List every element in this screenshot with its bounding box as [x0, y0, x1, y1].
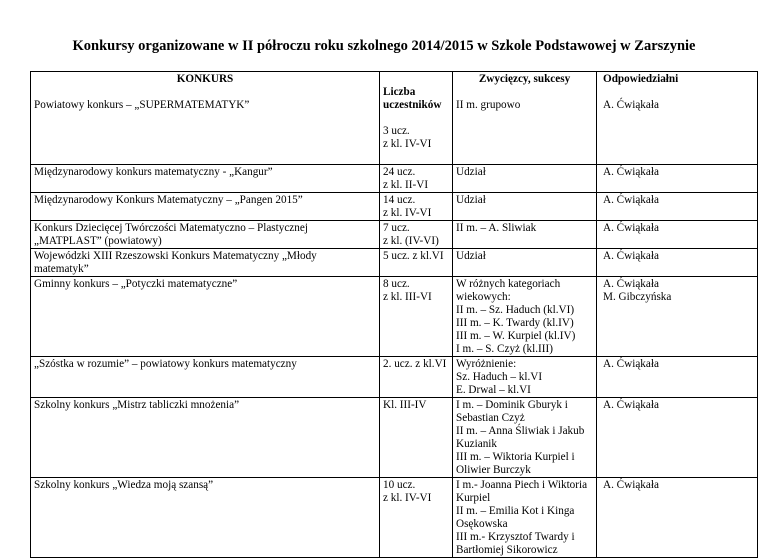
cell-konkurs: Międzynarodowy konkurs matematyczny - „Kangur”: [31, 165, 380, 193]
table-row: [31, 249, 758, 277]
cell-liczba: 8 ucz. z kl. III-VI: [380, 277, 453, 357]
cell-odp: A. Ćwiąkała: [597, 478, 758, 558]
header-zwyciezcy: [453, 72, 597, 165]
header-konkurs-label: KONKURS: [176, 73, 234, 85]
cell-konkurs: Szkolny konkurs „Wiedza moją szansą”: [31, 478, 380, 558]
first-row-zwyciezcy: II m. grupowo: [456, 99, 521, 111]
table-row: [31, 357, 758, 398]
cell-odp: A. Ćwiąkała: [597, 165, 758, 193]
header-konkurs-first-entry: Powiatowy konkurs – „SUPERMATEMATYK”: [34, 99, 250, 111]
table-row: [31, 193, 758, 221]
cell-konkurs: Gminny konkurs – „Potyczki matematyczne”: [31, 277, 380, 357]
header-liczba: [380, 72, 453, 165]
cell-odp: A. Ćwiąkała: [597, 193, 758, 221]
cell-liczba: 24 ucz. z kl. II-VI: [380, 165, 453, 193]
cell-zwyciezcy: Udział: [453, 193, 597, 221]
cell-odp: A. Ćwiąkała: [597, 249, 758, 277]
table-row: [31, 165, 758, 193]
cell-konkurs: Szkolny konkurs „Mistrz tabliczki mnożenia”: [31, 398, 380, 478]
cell-zwyciezcy: Udział: [453, 165, 597, 193]
cell-liczba: 7 ucz. z kl. (IV-VI): [380, 221, 453, 249]
cell-konkurs: Wojewódzki XIII Rzeszowski Konkurs Matematyczny „Młody matematyk”: [31, 249, 380, 277]
cell-zwyciezcy: Wyróżnienie: Sz. Haduch – kl.VI E. Drwal – kl.VI: [453, 357, 597, 398]
table-header-row: [31, 72, 758, 165]
cell-liczba: 14 ucz. z kl. IV-VI: [380, 193, 453, 221]
cell-odp: A. Ćwiąkała M. Gibczyńska: [597, 277, 758, 357]
first-row-liczba: 3 ucz. z kl. IV-VI: [383, 125, 432, 150]
header-odpowiedzialni: [597, 72, 758, 165]
header-odpowiedzialni-label: Odpowiedziałni: [603, 73, 679, 85]
table-row: [31, 398, 758, 478]
cell-zwyciezcy: I m.- Joanna Piech i Wiktoria Kurpiel II m. – Emilia Kot i Kinga Osękowska III m.- Krzysztof Twardy i Bartłomiej Sikorowicz: [453, 478, 597, 558]
cell-liczba: 2. ucz. z kl.VI: [380, 357, 453, 398]
cell-zwyciezcy: Udział: [453, 249, 597, 277]
document-title: Konkursy organizowane w II półroczu roku szkolnego 2014/2015 w Szkole Podstawowej w Zarszynie: [72, 38, 696, 54]
cell-zwyciezcy: W różnych kategoriach wiekowych: II m. – Sz. Haduch (kl.VI) III m. – K. Twardy (kl.IV) III m. – W. Kurpiel (kl.IV) I m. – S. Czyż (kl.III): [453, 277, 597, 357]
cell-zwyciezcy: II m. – A. Sliwiak: [453, 221, 597, 249]
cell-liczba: Kl. III-IV: [380, 398, 453, 478]
first-row-odp: A. Ćwiąkała: [603, 99, 659, 111]
cell-odp: A. Ćwiąkała: [597, 357, 758, 398]
table-row: [31, 478, 758, 558]
contests-table: [30, 71, 758, 558]
cell-konkurs: „Szóstka w rozumie” – powiatowy konkurs matematyczny: [31, 357, 380, 398]
header-konkurs: [31, 72, 380, 165]
cell-liczba: 5 ucz. z kl.VI: [380, 249, 453, 277]
cell-konkurs: Konkurs Dziecięcej Twórczości Matematyczno – Plastycznej „MATPLAST” (powiatowy): [31, 221, 380, 249]
cell-liczba: 10 ucz. z kl. IV-VI: [380, 478, 453, 558]
cell-konkurs: Międzynarodowy Konkurs Matematyczny – „Pangen 2015”: [31, 193, 380, 221]
cell-odp: A. Ćwiąkała: [597, 221, 758, 249]
table-row: [31, 221, 758, 249]
table-row: [31, 277, 758, 357]
cell-zwyciezcy: I m. – Dominik Gburyk i Sebastian Czyż II m. – Anna Śliwiak i Jakub Kuzianik III m. – Wiktoria Kurpiel i Oliwier Burczyk: [453, 398, 597, 478]
cell-odp: A. Ćwiąkała: [597, 398, 758, 478]
header-liczba-label: Liczba uczestników: [383, 86, 442, 111]
header-zwyciezcy-label: Zwycięzcy, sukcesy: [478, 73, 571, 85]
